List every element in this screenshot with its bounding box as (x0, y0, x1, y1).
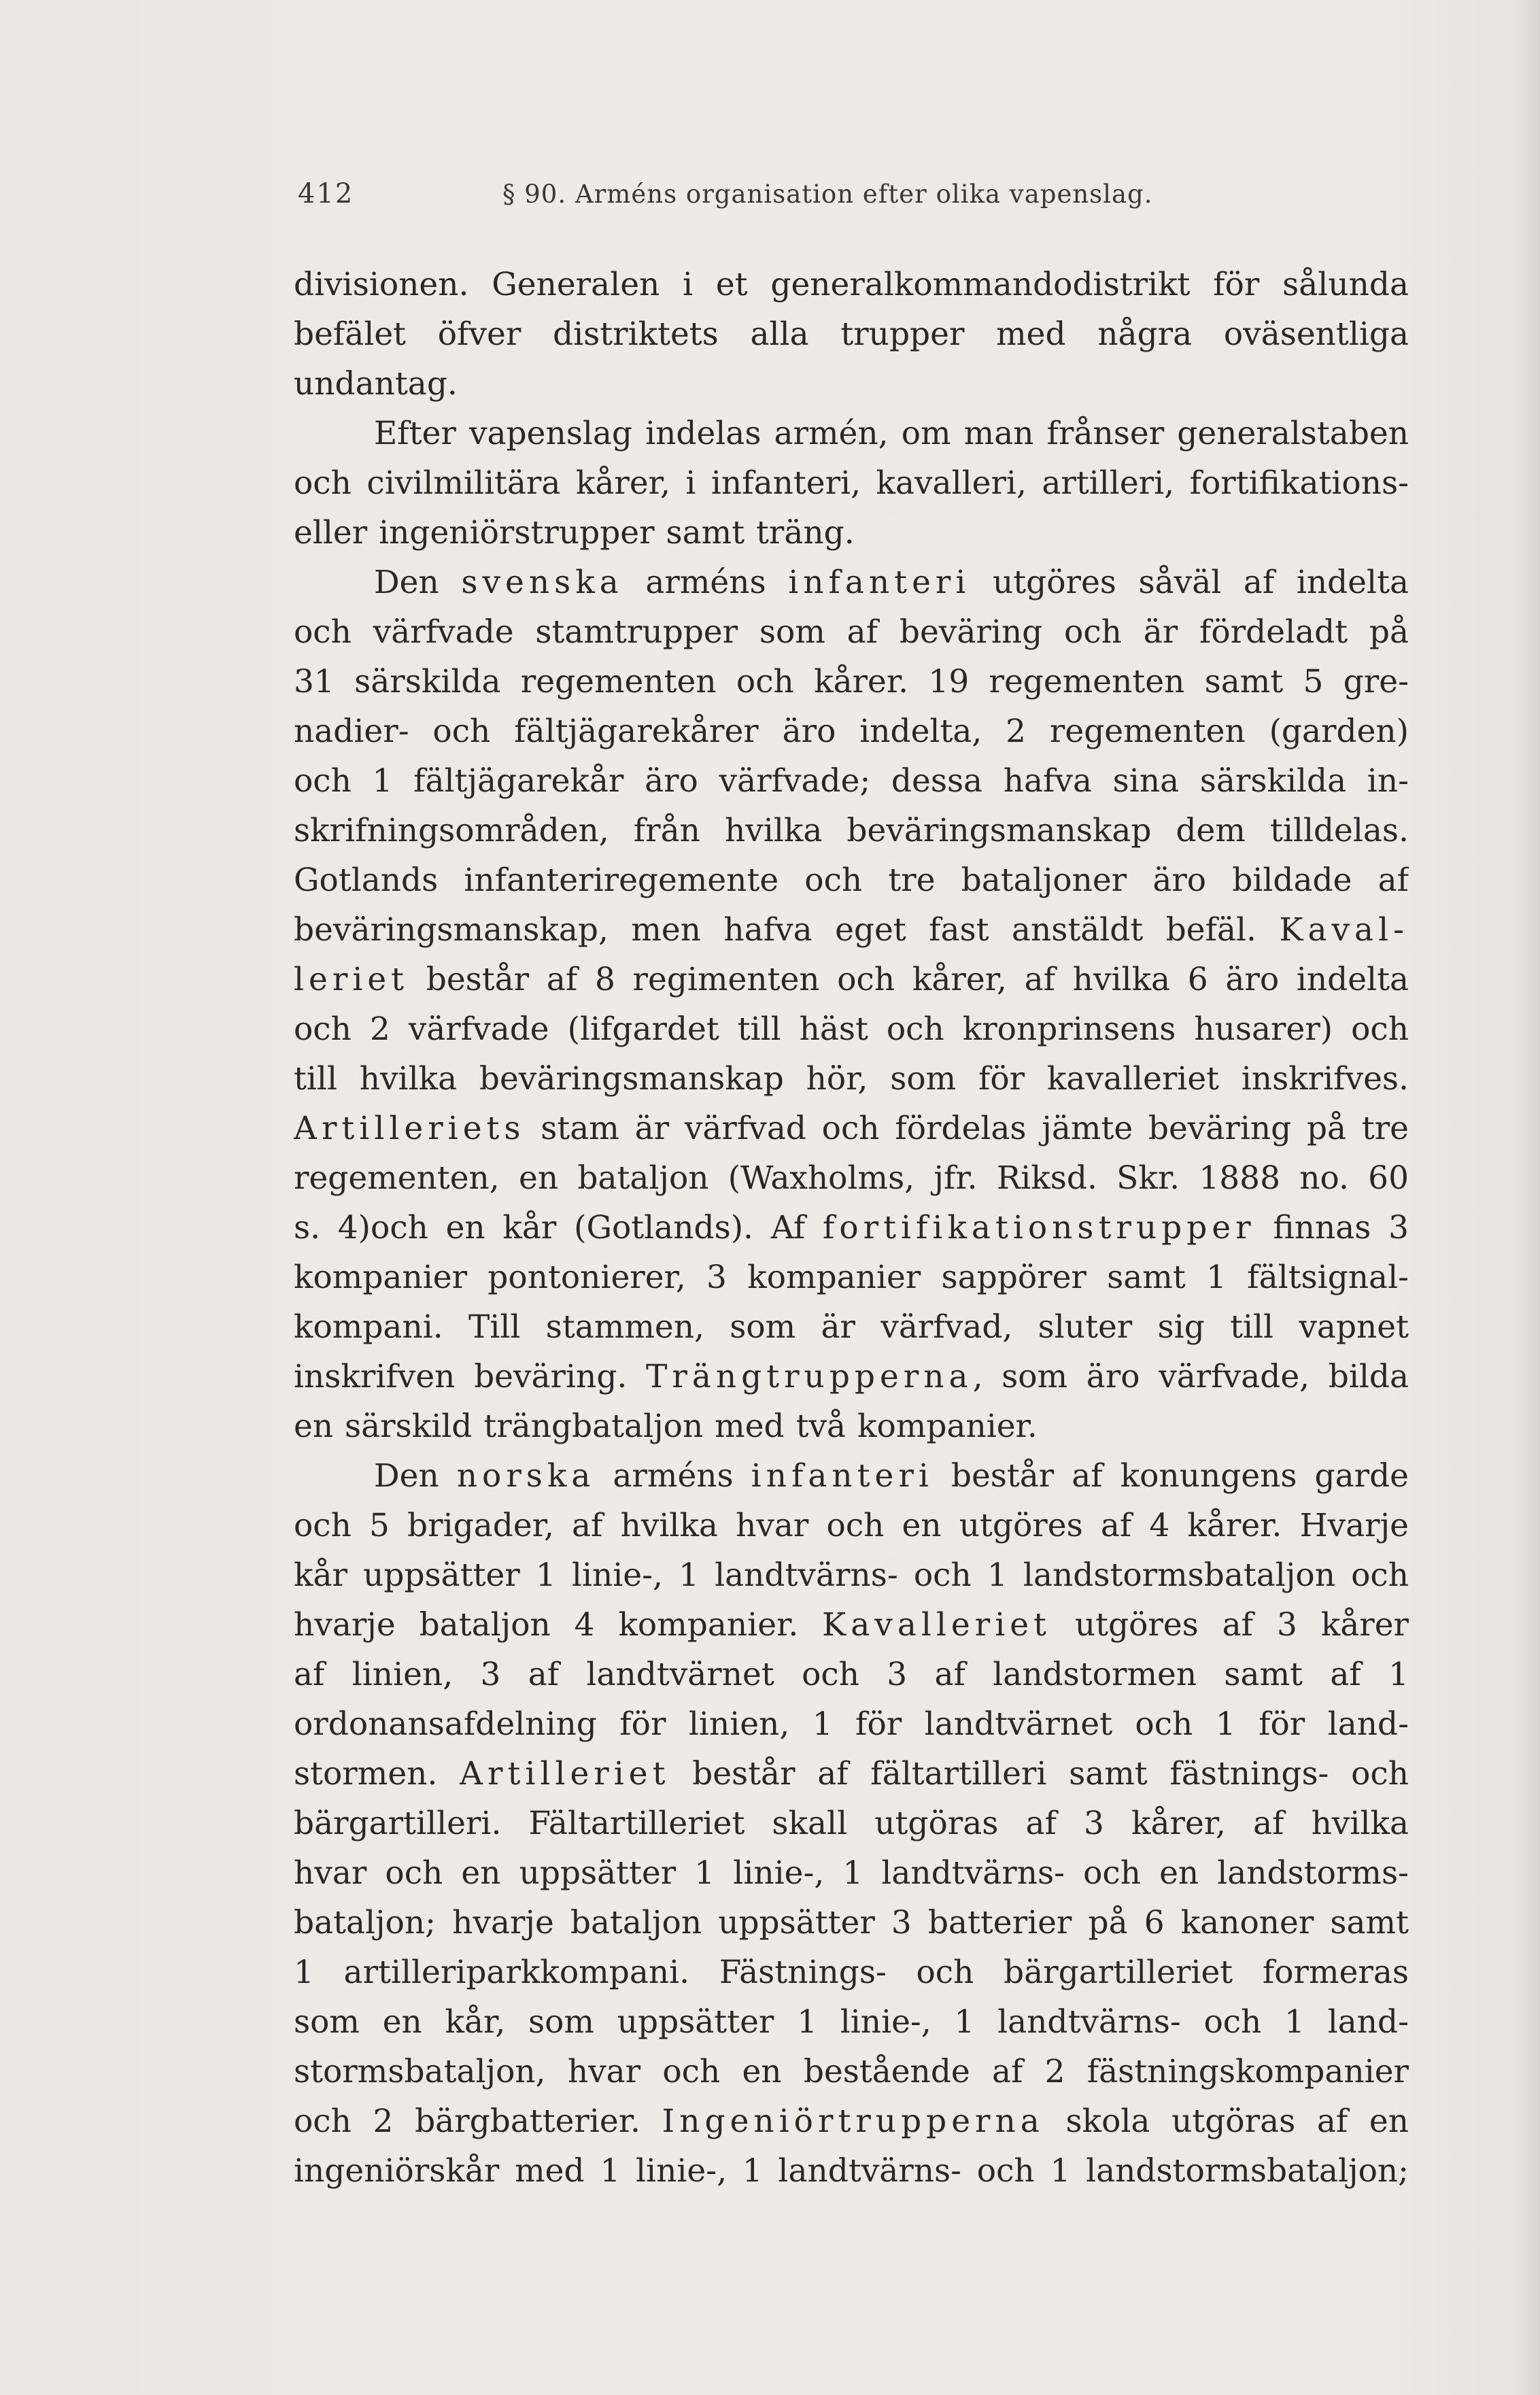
text-line: nadier- och fältjägarekårer äro indelta, 2 regementen (garden) (294, 713, 1409, 750)
text-line: och 2 värfvade (lifgardet till häst och kronprinsens husarer) och (294, 1010, 1409, 1048)
text-line: leriet består af 8 regimenten och kårer, af hvilka 6 äro indelta (294, 961, 1409, 998)
text-line: skrifningsområden, från hvilka beväringsmanskap dem tilldelas. (294, 812, 1409, 849)
text-line: undantag. (294, 365, 458, 403)
page-header (298, 178, 1440, 226)
text-line: och 2 bärgbatterier. Ingeniörtrupperna skola utgöras af en (294, 2103, 1409, 2140)
paragraph-start-line: Efter vapenslag indelas armén, om man frånser generalstaben (374, 415, 1409, 452)
text-line: Gotlands infanteriregemente och tre bataljoner äro bildade af (294, 862, 1409, 899)
spaced-emphasis: Trängtrupperna (646, 1358, 973, 1395)
text-line: ordonansafdelning för linien, 1 för landtvärnet och 1 för land- (294, 1705, 1409, 1743)
text-line: af linien, 3 af landtvärnet och 3 af landstormen samt af 1 (294, 1656, 1409, 1693)
binding-shadow (1520, 0, 1540, 2395)
text-line: kompani. Till stammen, som är värfvad, sluter sig till vapnet (294, 1308, 1409, 1346)
text-line: kår uppsätter 1 linie-, 1 landtvärns- och 1 landstormsbataljon och (294, 1557, 1409, 1594)
text-line: 1 artilleriparkkompani. Fästnings- och bärgartilleriet formeras (294, 1954, 1409, 1991)
text-line: hvarje bataljon 4 kompanier. Kavalleriet utgöres af 3 kårer (294, 1606, 1409, 1644)
text-line: och 5 brigader, af hvilka hvar och en utgöres af 4 kårer. Hvarje (294, 1507, 1409, 1544)
spaced-emphasis: Artilleriet (460, 1755, 670, 1793)
spaced-emphasis: Artilleriets (294, 1110, 526, 1147)
text-line: kompanier pontonierer, 3 kompanier sappörer samt 1 fältsignal- (294, 1259, 1409, 1296)
text-line: eller ingeniörstrupper samt träng. (294, 514, 855, 551)
text-line: till hvilka beväringsmanskap hör, som för kavalleriet inskrifves. (294, 1060, 1409, 1098)
text-line: hvar och en uppsätter 1 linie-, 1 landtvärns- och en landstorms- (294, 1854, 1409, 1892)
spaced-emphasis: fortifikationstrupper (822, 1209, 1256, 1246)
text-line: ingeniörskår med 1 linie-, 1 landtvärns- och 1 landstormsbataljon; (294, 2152, 1409, 2190)
text-line: och civilmilitära kårer, i infanteri, kavalleri, artilleri, fortifikations- (294, 464, 1409, 502)
text-line: stormen. Artilleriet består af fältartilleri samt fästnings- och (294, 1755, 1409, 1793)
text-line: 31 särskilda regementen och kårer. 19 regementen samt 5 gre- (294, 663, 1409, 700)
text-line: som en kår, som uppsätter 1 linie-, 1 landtvärns- och 1 land- (294, 2003, 1409, 2041)
text-line: regementen, en bataljon (Waxholms, jfr. Riksd. Skr. 1888 no. 60 (294, 1159, 1409, 1197)
text-line: s. 4)och en kår (Gotlands). Af fortifikationstrupper finnas 3 (294, 1209, 1409, 1246)
text-line: en särskild trängbataljon med två kompanier. (294, 1408, 1038, 1445)
text-line: divisionen. Generalen i et generalkommandodistrikt för sålunda (294, 266, 1409, 303)
page-number: 412 (298, 178, 354, 209)
text-line: befälet öfver distriktets alla trupper med några oväsentliga (294, 316, 1409, 353)
text-line: beväringsmanskap, men hafva eget fast anstäldt befäl. Kaval- (294, 911, 1409, 949)
text-line: och 1 fältjägarekår äro värfvade; dessa hafva sina särskilda in- (294, 762, 1409, 800)
spaced-emphasis: svenska (461, 564, 623, 601)
text-line: inskrifven beväring. Trängtrupperna, som äro värfvade, bilda (294, 1358, 1409, 1395)
text-line: Artilleriets stam är värfvad och fördelas jämte beväring på tre (294, 1110, 1409, 1147)
text-line: stormsbataljon, hvar och en bestående af 2 fästningskompanier (294, 2053, 1409, 2090)
spaced-emphasis: Ingeniörtrupperna (662, 2103, 1044, 2140)
paragraph-start-line: Den norska arméns infanteri består af konungens garde (374, 1457, 1409, 1495)
spaced-emphasis: Kaval- (1279, 911, 1409, 949)
text-line: och värfvade stamtrupper som af beväring och är fördeladt på (294, 613, 1409, 651)
paragraph-start-line: Den svenska arméns infanteri utgöres såväl af indelta (374, 564, 1409, 601)
running-head: § 90. Arméns organisation efter olika vapenslag. (502, 180, 1153, 209)
text-line: bataljon; hvarje bataljon uppsätter 3 batterier på 6 kanoner samt (294, 1904, 1409, 1941)
spaced-emphasis: Kavalleriet (822, 1606, 1051, 1644)
spaced-emphasis: leriet (294, 961, 409, 998)
text-line: bärgartilleri. Fältartilleriet skall utgöras af 3 kårer, af hvilka (294, 1805, 1409, 1842)
spaced-emphasis: infanteri (788, 564, 971, 601)
body-text (294, 260, 1409, 2196)
spaced-emphasis: norska (456, 1457, 596, 1495)
spaced-emphasis: infanteri (751, 1457, 934, 1495)
